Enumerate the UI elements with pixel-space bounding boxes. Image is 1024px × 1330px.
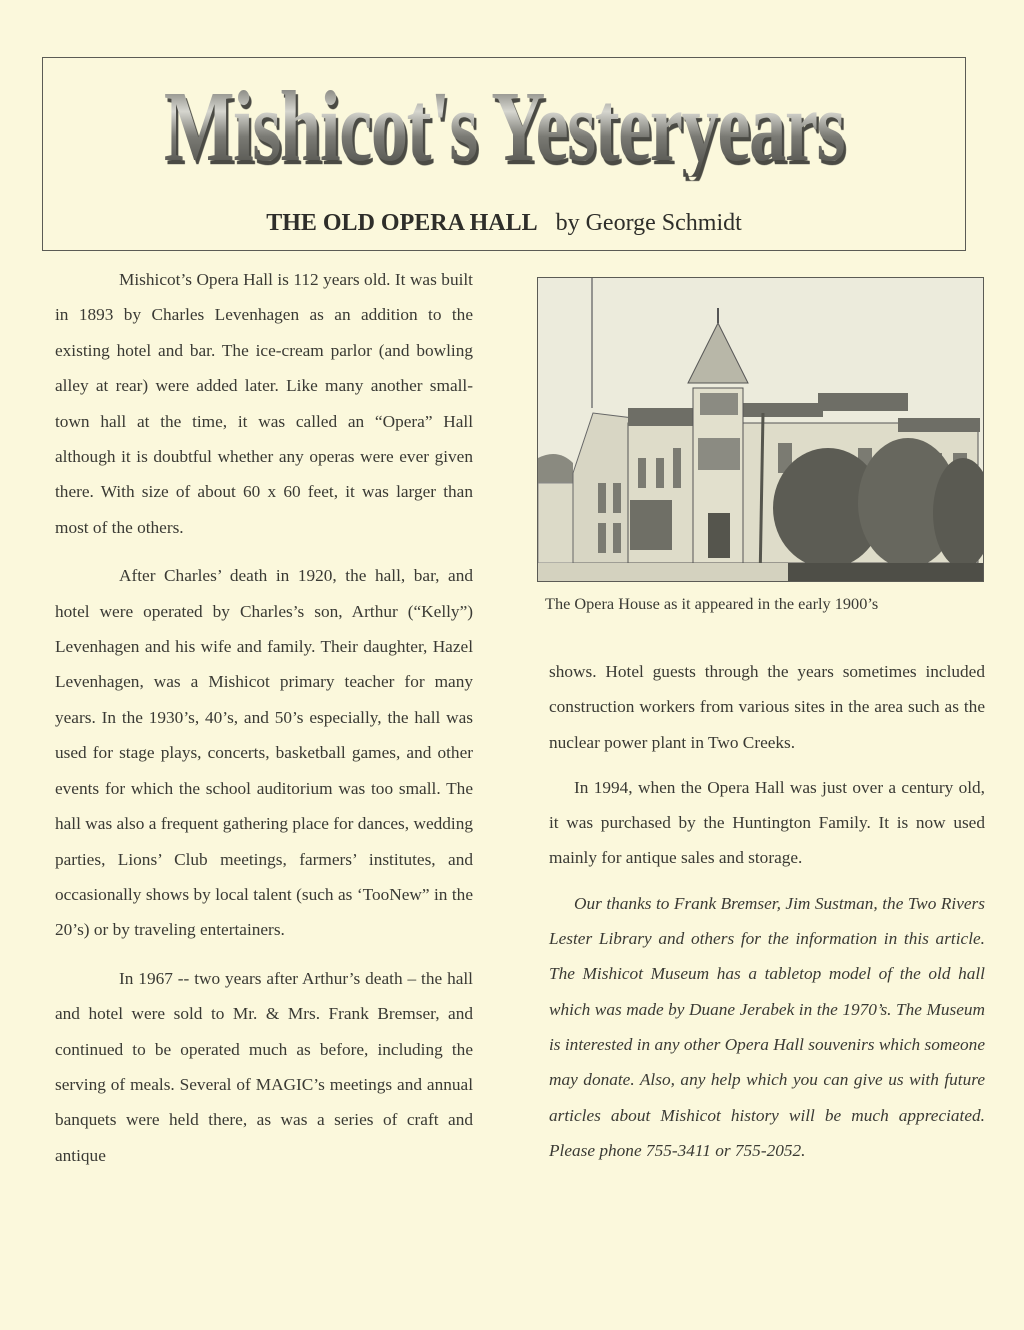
building-photo-illustration	[538, 278, 984, 582]
right-column	[549, 654, 985, 1168]
paragraph: Mishicot’s Opera Hall is 112 years old. It was built in 1893 by Charles Levenhagen as an addition to the existing hotel and bar. The ice-cream parlor (and bowling alley at rear) were added later. Like many another small-town hall at the time, it was called an “Opera” Hall although it is doubtful whether any operas were ever given there. With size of about 60 x 60 feet, it was larger than most of the others.	[55, 270, 473, 537]
byline: by George Schmidt	[555, 210, 742, 236]
article-heading	[43, 210, 965, 237]
opera-house-photo	[537, 277, 984, 582]
paragraph: In 1994, when the Opera Hall was just over a century old, it was purchased by the Huntington Family. It is now used mainly for antique sales and storage.	[549, 777, 985, 868]
paragraph: After Charles’ death in 1920, the hall, bar, and hotel were operated by Charles’s son, Arthur (“Kelly”) Levenhagen and his wife and family. Their daughter, Hazel Levenhagen, was a Mishicot primary teacher for many years. In the 1930’s, 40’s, and 50’s especially, the hall was used for stage plays, concerts, basketball games, and other events for which the school auditorium was too small. The hall was also a frequent gathering place for dances, wedding parties, Lions’ Club meetings, farmers’ institutes, and occasionally shows by local talent (such as ‘TooNew” in the 20’s) or by traveling entertainers.	[55, 566, 473, 940]
masthead-box	[42, 57, 966, 251]
paragraph: In 1967 -- two years after Arthur’s death – the hall and hotel were sold to Mr. & Mrs. Frank Bremser, and continued to be operated much as before, including the serving of meals. Several of MAGIC’s meetings and annual banquets were held there, as was a series of craft and antique	[55, 968, 473, 1165]
photo-caption: The Opera House as it appeared in the early 1900’s	[545, 594, 879, 613]
left-column	[55, 262, 473, 1173]
acknowledgements-paragraph: Our thanks to Frank Bremser, Jim Sustman, the Two Rivers Lester Library and others for the information in this article. The Mishicot Museum has a tabletop model of the old hall which was made by Duane Jerabek in the 1970’s. The Museum is interested in any other Opera Hall souvenirs which someone may donate. Also, any help which you can give us with future articles about Mishicot history will be much appreciated. Please phone 755-3411 or 755-2052.	[549, 893, 985, 1160]
paragraph: shows. Hotel guests through the years sometimes included construction workers from various sites in the area such as the nuclear power plant in Two Creeks.	[549, 662, 985, 752]
masthead-title: Mishicot's Yesteryears	[144, 76, 863, 177]
article-title: THE OLD OPERA HALL	[266, 210, 538, 236]
